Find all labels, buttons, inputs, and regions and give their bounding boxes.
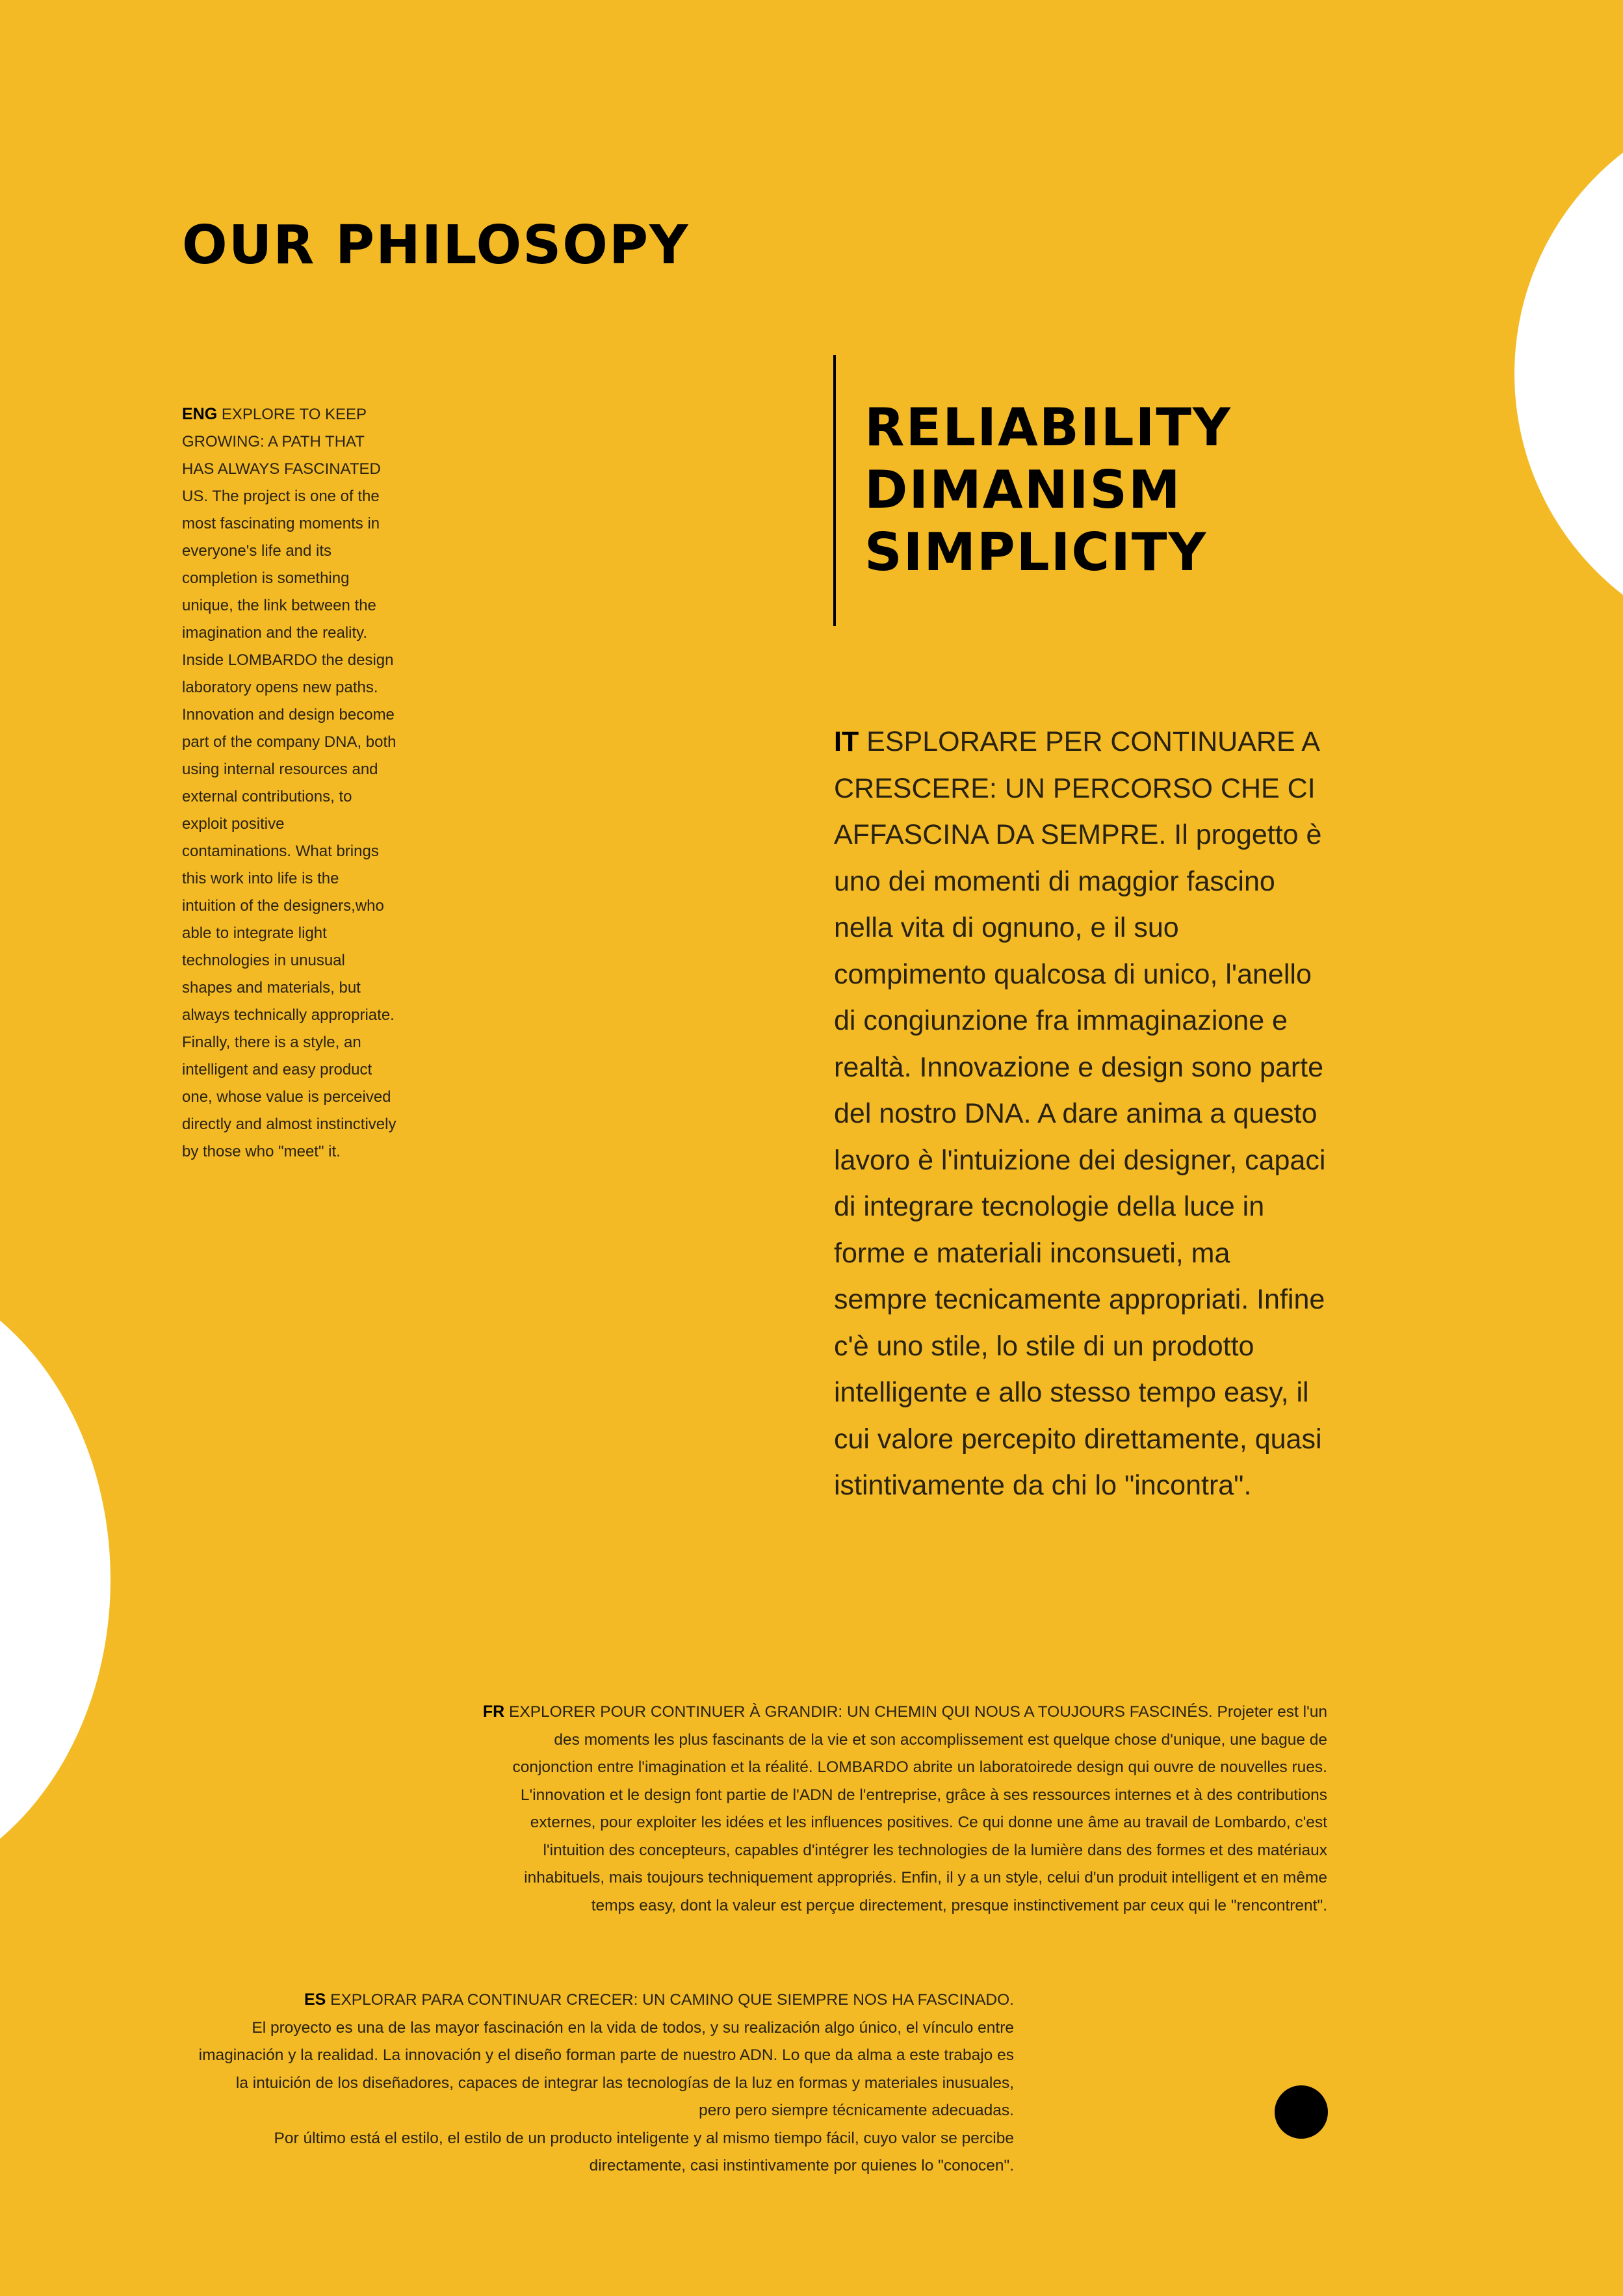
- eng-paragraph: [182, 400, 396, 1166]
- es-line: directamente, casi instintivamente por quienes lo "conocen".: [589, 2157, 1014, 2174]
- value-simplicity: SIMPLICITY: [864, 522, 1208, 582]
- it-text: ESPLORARE PER CONTINUARE A CRESCERE: UN PERCORSO CHE CI AFFASCINA DA SEMPRE. Il progetto è uno dei momenti di maggior fascino nella vita di ognuno, e il suo compimento qualcosa di unico, l'anello di congiunzione fra immaginazione e realtà. Innovazione e design sono parte del nostro DNA. A dare anima a questo lavoro è l'intuizione dei designer, capaci di integrare tecnologie della luce in forme e materiali inconsueti, ma sempre tecnicamente appropriati. Infine c'è uno stile, lo stile di un prodotto intelligente e allo stesso tempo easy, il cui valore percepito direttamente, quasi istintivamente da chi lo "incontra".: [834, 726, 1326, 1501]
- value-dimanism: DIMANISM: [864, 460, 1182, 520]
- page-title: OUR PHILOSOPY: [182, 215, 690, 276]
- es-line: la intuición de los diseñadores, capaces de integrar las tecnologías de la luz en formas y materiales inusuales,: [235, 2074, 1014, 2092]
- decorative-circle-left: [0, 1264, 110, 1895]
- es-heading-line: [110, 1986, 1014, 2015]
- es-line: imaginación y la realidad. La innovación y el diseño forman parte de nuestro ADN. Lo que da alma a este trabajo es: [198, 2046, 1014, 2064]
- values-heading: [864, 397, 1232, 584]
- fr-paragraph: [481, 1698, 1327, 1920]
- es-line: pero pero siempre técnicamente adecuadas.: [699, 2102, 1014, 2119]
- es-line: Por último está el estilo, el estilo de un producto inteligente y al mismo tiempo fácil, cuyo valor se percibe: [274, 2129, 1014, 2147]
- eng-text: EXPLORE TO KEEP GROWING: A PATH THAT HAS ALWAYS FASCINATED US. The project is one of the most fascinating moments in everyone's life and its completion is something unique, the link between the imagination and the reality. Inside LOMBARDO the design laboratory opens new paths. Innovation and design become part of the company DNA, both using internal resources and external contributions, to exploit positive contaminations. What brings this work into life is the intuition of the designers,who able to integrate light technologies in unusual shapes and materials, but always technically appropriate. Finally, there is a style, an intelligent and easy product one, whose value is perceived directly and almost instinctively by those who "meet" it.: [182, 406, 396, 1160]
- es-lang-label: ES: [304, 1990, 326, 2009]
- es-line: El proyecto es una de las mayor fascinación en la vida de todos, y su realización algo único, el vínculo entre: [252, 2018, 1014, 2037]
- es-heading: EXPLORAR PARA CONTINUAR CRECER: UN CAMINO QUE SIEMPRE NOS HA FASCINADO.: [330, 1991, 1014, 2009]
- it-paragraph: [834, 719, 1328, 1509]
- es-paragraph: [110, 1986, 1014, 2180]
- fr-text: EXPLORER POUR CONTINUER À GRANDIR: UN CHEMIN QUI NOUS A TOUJOURS FASCINÉS. Projeter est l'un des moments les plus fascinants de la vie et son accomplissement est quelque chose d'unique, une bague de conjonction entre l'imagination et la réalité. LOMBARDO abrite un laboratoirede design qui ouvre de nouvelles rues. L'innovation et le design font partie de l'ADN de l'entreprise, grâce à ses ressources internes et à des contributions externes, pour exploiter les idées et les influences positives. Ce qui donne une âme au travail de Lombardo, c'est l'intuition des concepteurs, capables d'intégrer les technologies de la lumière dans des formes et des matériaux inhabituels, mais toujours techniquement appropriés. Enfin, il y a un style, celui d'un produit intelligent et en même temps easy, dont la valeur est perçue directement, presque instinctivement par ceux qui le "rencontrent".: [509, 1703, 1327, 1914]
- decorative-circle-right: [1514, 94, 1623, 653]
- fr-lang-label: FR: [482, 1702, 505, 1721]
- it-lang-label: IT: [834, 726, 859, 757]
- eng-lang-label: ENG: [182, 405, 218, 423]
- decorative-dot: [1275, 2085, 1328, 2139]
- value-reliability: RELIABILITY: [864, 397, 1232, 458]
- vertical-divider: [833, 355, 836, 626]
